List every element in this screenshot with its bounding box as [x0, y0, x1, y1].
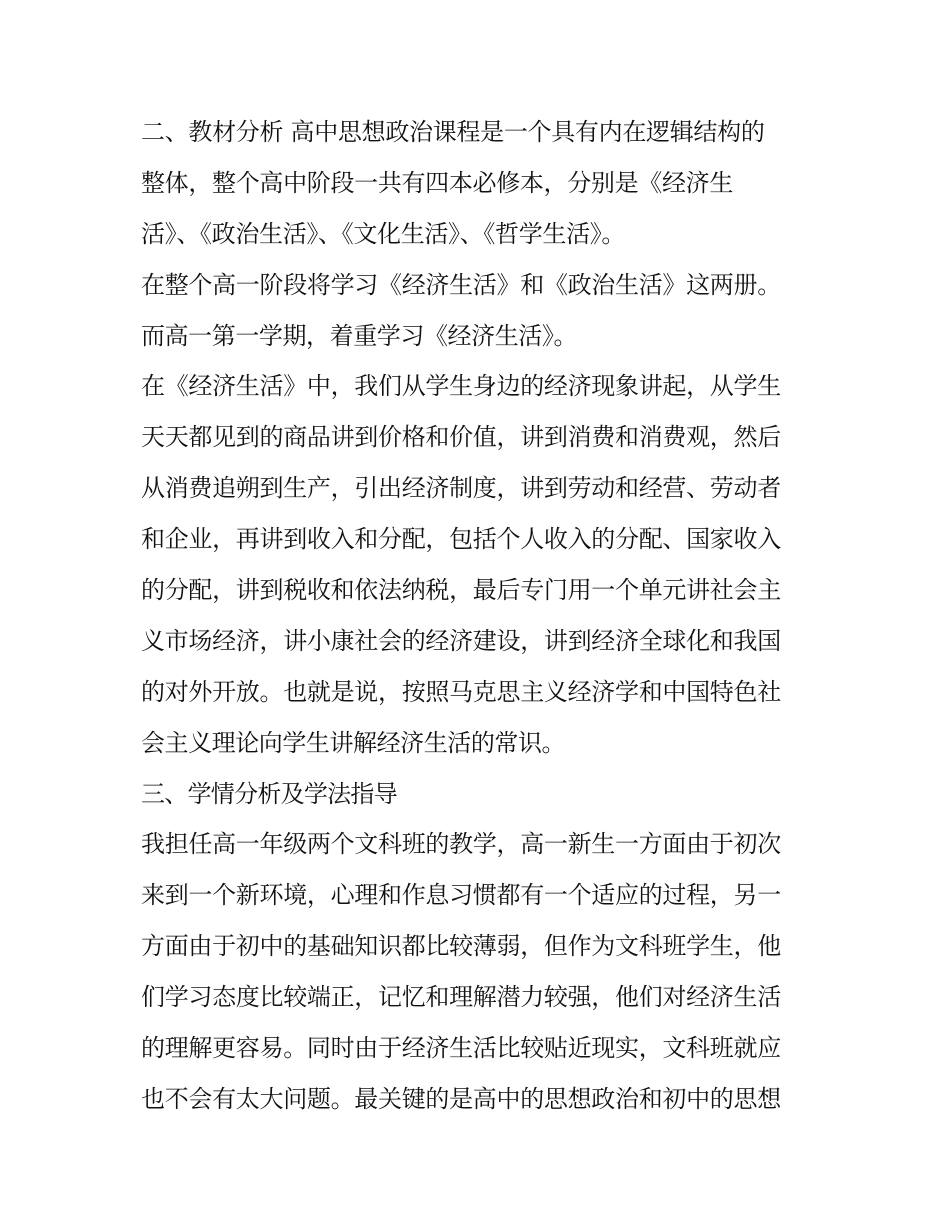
text-line: 从消费追朔到生产，引出经济制度，讲到劳动和经营、劳动者: [141, 474, 781, 503]
text-line: 和企业，再讲到收入和分配，包括个人收入的分配、国家收入: [141, 525, 781, 554]
text-line: 义市场经济，讲小康社会的经济建设，讲到经济全球化和我国: [141, 626, 781, 655]
text-line: 在整个高一阶段将学习《经济生活》和《政治生活》这两册。: [141, 270, 781, 299]
text-line: 天天都见到的商品讲到价格和价值，讲到消费和消费观，然后: [141, 423, 781, 452]
text-line: 来到一个新环境，心理和作息习惯都有一个适应的过程，另一: [141, 881, 781, 910]
text-line: 整体，整个高中阶段一共有四本必修本，分别是《经济生: [141, 168, 733, 197]
text-line: 二、教材分析 高中思想政治课程是一个具有内在逻辑结构的: [141, 118, 765, 146]
text-line: 的理解更容易。同时由于经济生活比较贴近现实，文科班就应: [141, 1034, 781, 1063]
text-line: 会主义理论向学生讲解经济生活的常识。: [141, 728, 566, 757]
text-line: 在《经济生活》中，我们从学生身边的经济现象讲起，从学生: [141, 372, 781, 401]
text-line: 活》、《政治生活》、《文化生活》、《哲学生活》。: [141, 219, 626, 248]
text-line: 而高一第一学期，着重学习《经济生活》。: [141, 321, 578, 350]
document-body: [141, 107, 821, 1125]
text-line: 的对外开放。也就是说，按照马克思主义经济学和中国特色社: [141, 677, 781, 706]
text-line: 我担任高一年级两个文科班的教学，高一新生一方面由于初次: [141, 830, 781, 859]
text-line: 们学习态度比较端正，记忆和理解潜力较强，他们对经济生活: [141, 983, 781, 1012]
text-line: 也不会有太大问题。最关键的是高中的思想政治和初中的思想: [141, 1084, 781, 1113]
section-heading: 三、学情分析及学法指导: [141, 779, 397, 808]
text-line: 的分配，讲到税收和依法纳税，最后专门用一个单元讲社会主: [141, 576, 781, 605]
text-line: 方面由于初中的基础知识都比较薄弱，但作为文科班学生，他: [141, 932, 781, 961]
